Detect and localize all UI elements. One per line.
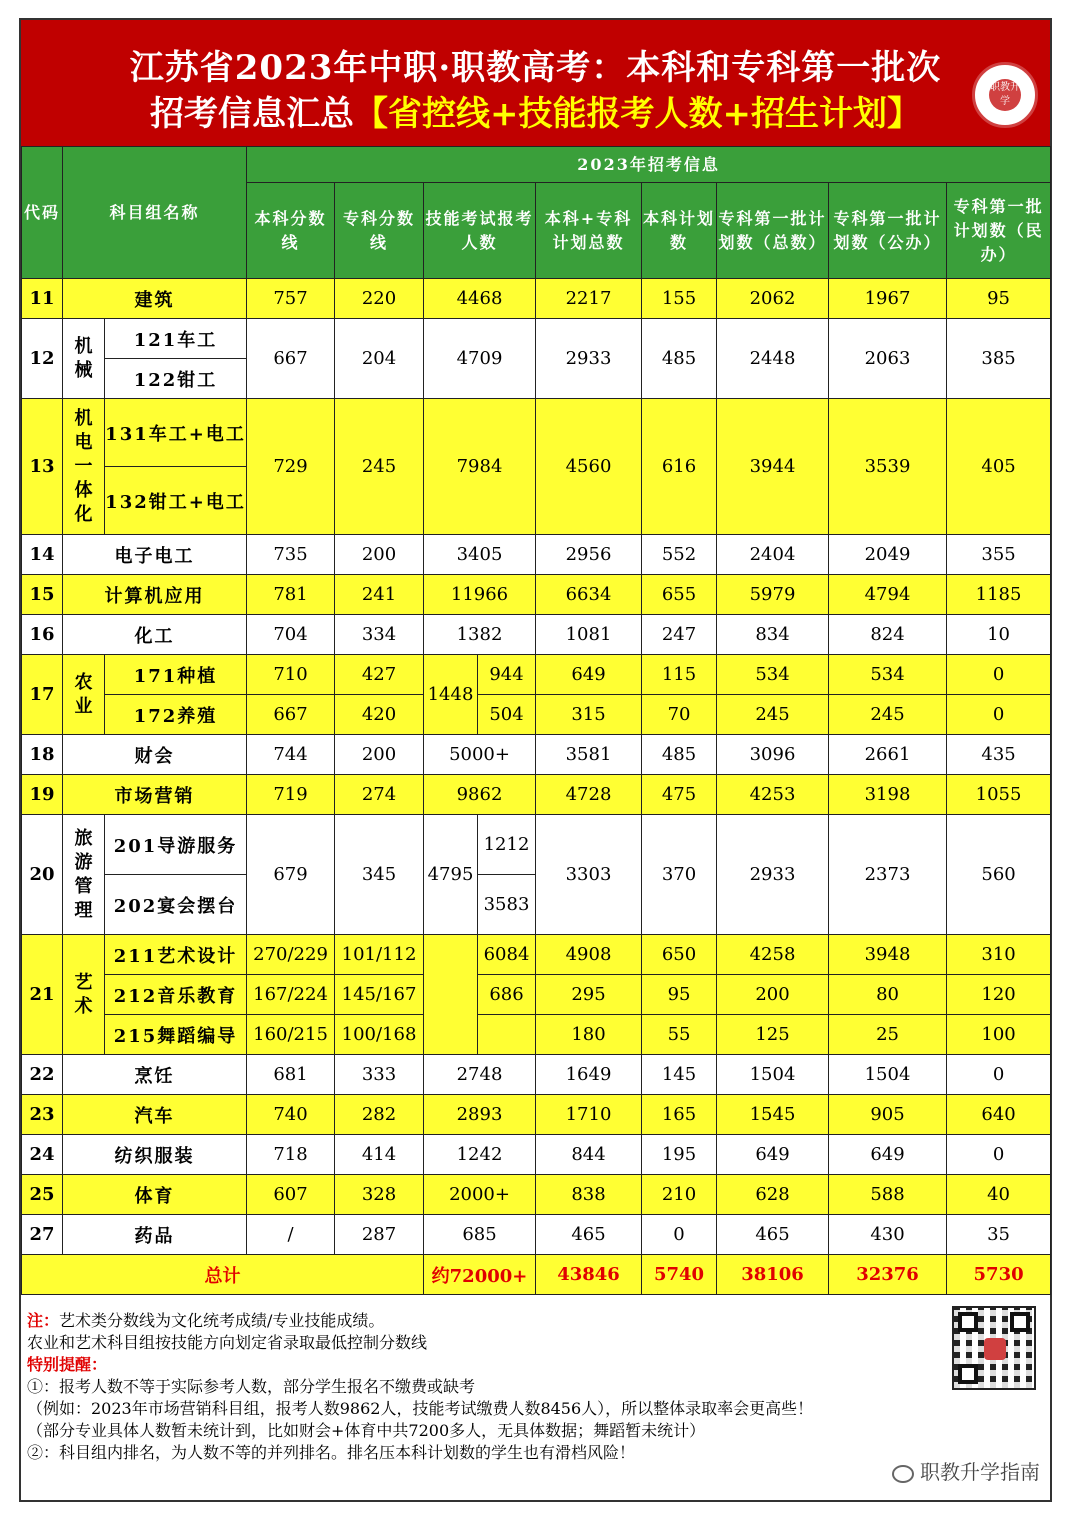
reminder-1a: （例如：2023年市场营销科目组，报考人数9862人，技能考试缴费人数8456人），所以整体录取率会更高些！ — [27, 1399, 814, 1418]
col-group-header: 2023年招考信息 — [247, 147, 1051, 183]
col-zk-line-header: 专科分数线 — [335, 183, 424, 279]
reminder-label: 特别提醒： — [27, 1355, 108, 1374]
table-row: 132钳工+电工 — [22, 467, 1051, 535]
col-zk-private-header: 专科第一批计划数（民办） — [947, 183, 1051, 279]
table-row: 20 旅游管理 201导游服务 679 345 4795 1212 3303 370 2933 2373 560 — [22, 815, 1051, 875]
reminder-2: ②：科目组内排名，为人数不等的并列排名。排名压本科计划数的学生也有滑档风险！ — [27, 1443, 636, 1462]
reminder-1: ①：报考人数不等于实际参考人数，部分学生报名不缴费或缺考 — [27, 1377, 476, 1396]
table-row: 25 体育 607 328 2000+ 838 210 628 588 40 — [22, 1175, 1051, 1215]
poster-header — [21, 20, 1050, 146]
exam-info-table — [21, 146, 1051, 1295]
title-prefix: 招考信息汇总 — [150, 94, 354, 134]
table-row: 16 化工 704 334 1382 1081 247 834 824 10 — [22, 615, 1051, 655]
table-row: 202宴会摆台 3583 — [22, 875, 1051, 935]
table-row: 27 药品 / 287 685 465 0 465 430 35 — [22, 1215, 1051, 1255]
header-row-1 — [22, 147, 1051, 183]
poster-frame — [19, 18, 1052, 1502]
table-row: 13 机电一体化 131车工+电工 729 245 7984 4560 616 3944 3539 405 — [22, 399, 1051, 467]
col-skill-header: 技能考试报考人数 — [424, 183, 536, 279]
note-label: 注： — [27, 1311, 60, 1330]
wechat-icon — [892, 1465, 914, 1483]
col-total-plan-header: 本科+专科计划总数 — [536, 183, 642, 279]
brand-watermark: 职教升学指南 — [892, 1456, 1040, 1485]
poster-title-line2 — [21, 86, 1050, 135]
table-row: 19 市场营销 719 274 9862 4728 475 4253 3198 1055 — [22, 775, 1051, 815]
qr-code-icon — [952, 1306, 1036, 1390]
table-row: 12 机械 121车工 667 204 4709 2933 485 2448 2063 385 — [22, 319, 1051, 359]
table-row: 21 艺术 211艺术设计 270/229 101/112 6084 4908 650 4258 3948 310 — [22, 935, 1051, 975]
table-row: 17 农业 171种植 710 427 1448 944 649 115 534 534 0 — [22, 655, 1051, 695]
table-row: 215舞蹈编导 160/215 100/168 180 55 125 25 100 — [22, 1015, 1051, 1055]
col-bk-line-header: 本科分数线 — [247, 183, 335, 279]
table-row: 22 烹饪 681 333 2748 1649 145 1504 1504 0 — [22, 1055, 1051, 1095]
notes-section — [27, 1310, 1027, 1464]
table-row: 122钳工 — [22, 359, 1051, 399]
table-row: 18 财会 744 200 5000+ 3581 485 3096 2661 435 — [22, 735, 1051, 775]
col-name-header: 科目组名称 — [63, 147, 247, 279]
title-highlight: 【省控线+技能报考人数+招生计划】 — [354, 94, 921, 134]
col-zk-public-header: 专科第一批计划数（公办） — [829, 183, 947, 279]
note-2: 农业和艺术科目组按技能方向划定省录取最低控制分数线 — [27, 1333, 428, 1352]
col-bk-plan-header: 本科计划数 — [642, 183, 717, 279]
note-1: 艺术类分数线为文化统考成绩/专业技能成绩。 — [59, 1311, 385, 1330]
table-row: 24 纺织服装 718 414 1242 844 195 649 649 0 — [22, 1135, 1051, 1175]
total-row: 总计 约72000+ 43846 5740 38106 32376 5730 — [22, 1255, 1051, 1295]
table-row: 14 电子电工 735 200 3405 2956 552 2404 2049 355 — [22, 535, 1051, 575]
table-row: 172养殖 667 420 504 315 70 245 245 0 — [22, 695, 1051, 735]
poster-title-line1: 江苏省2023年中职·职教高考：本科和专科第一批次 — [129, 48, 942, 88]
col-code-header: 代码 — [22, 147, 63, 279]
table-row: 15 计算机应用 781 241 11966 6634 655 5979 4794 1185 — [22, 575, 1051, 615]
table-row: 212音乐教育 167/224 145/167 686 295 95 200 80 120 — [22, 975, 1051, 1015]
seal-logo-icon: 职教升学 — [972, 62, 1038, 128]
col-zk-total-header: 专科第一批计划数（总数） — [717, 183, 829, 279]
reminder-1b: （部分专业具体人数暂未统计到，比如财会+体育中共7200多人，无具体数据；舞蹈暂未统计） — [27, 1421, 706, 1440]
table-row: 23 汽车 740 282 2893 1710 165 1545 905 640 — [22, 1095, 1051, 1135]
table-row: 11 建筑 757 220 4468 2217 155 2062 1967 95 — [22, 279, 1051, 319]
